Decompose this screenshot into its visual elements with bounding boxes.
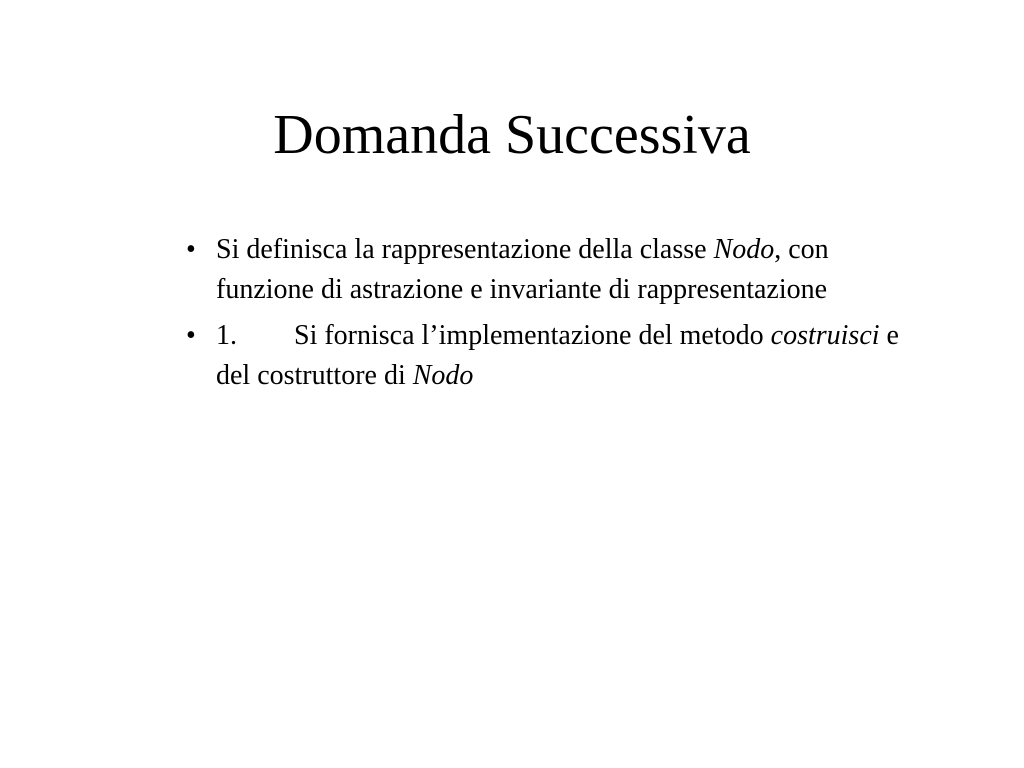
bullet-text: , con funzione di astrazione e invariante di rappresentazione bbox=[216, 234, 829, 305]
bullet-item bbox=[186, 316, 926, 396]
bullet-item bbox=[186, 230, 926, 310]
bullet-text: Si fornisca l’implementazione del metodo bbox=[294, 320, 771, 351]
bullet-text: e del costruttore di bbox=[216, 320, 899, 391]
method-name: costruisci bbox=[770, 320, 880, 351]
class-name: Nodo bbox=[412, 360, 474, 391]
class-name: Nodo bbox=[713, 234, 775, 265]
bullet-dot-icon: • bbox=[186, 234, 196, 265]
bullet-text: Si definisca la rappresentazione della classe bbox=[216, 234, 714, 265]
bullet-list bbox=[186, 230, 926, 402]
item-number: 1. bbox=[216, 320, 237, 351]
bullet-dot-icon: • bbox=[186, 320, 196, 351]
slide-title: Domanda Successiva bbox=[273, 104, 751, 166]
